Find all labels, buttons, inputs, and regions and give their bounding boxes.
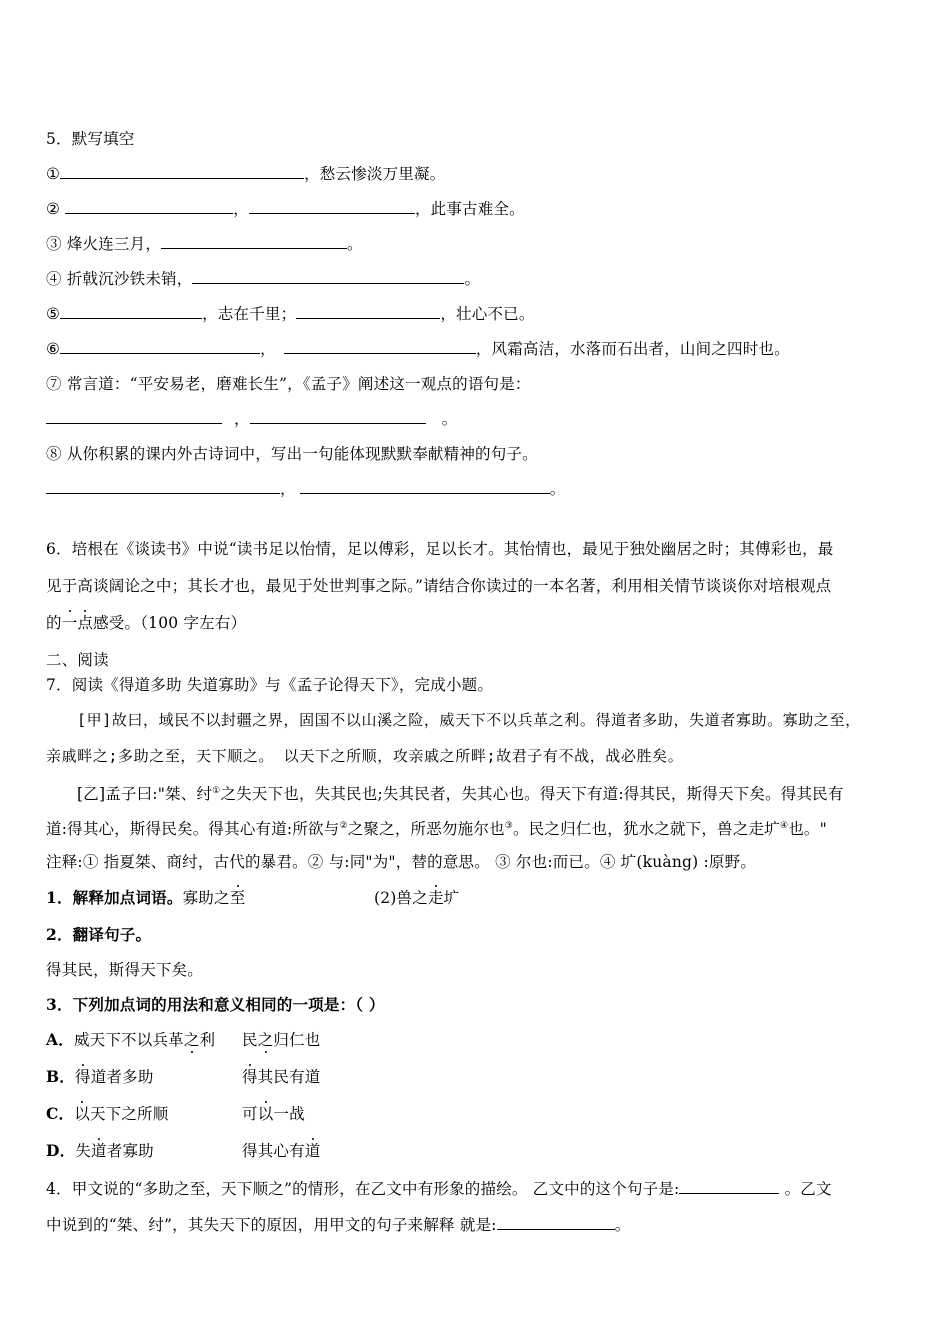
- q5-item-6-sep: ，: [260, 340, 276, 358]
- answer-blank[interactable]: [46, 409, 222, 424]
- passage-text: 道:得其心，斯得民矣。得其心有道:所欲与: [46, 820, 340, 839]
- emphasis-dot-char: 得: [242, 1068, 258, 1086]
- q5-item-1-mark: ①: [46, 165, 61, 183]
- option-text: 失: [75, 1142, 92, 1160]
- emphasis-dot-char: 点: [77, 614, 94, 632]
- sub-q2-label: 2．翻译句子。: [46, 925, 152, 944]
- q5-item-8-end: 。: [549, 480, 566, 498]
- emphasis-dot-char: 之: [183, 1031, 200, 1049]
- emphasis-dot-char: 以: [257, 1105, 274, 1123]
- sub-q1-term-2: [374, 888, 459, 908]
- q6-line-2: 见于高谈阔论之中；其长才也，最见于处世判事之际。”请结合你读过的一本名著，利用相关情节谈谈你对培根观点: [46, 577, 832, 595]
- q5-item-4-end: 。: [464, 270, 481, 288]
- q5-item-4-text: ④ 折戟沉沙铁未销，: [46, 270, 193, 288]
- q5-item-3-end: 。: [347, 235, 363, 253]
- emphasis-dot-char: 之: [257, 1031, 274, 1049]
- option-text: 得其心有: [242, 1142, 305, 1160]
- answer-blank[interactable]: [250, 409, 426, 424]
- answer-blank[interactable]: [296, 304, 440, 319]
- q5-item-6-tail: ，风霜高洁，水落而石出者，山间之四时也。: [475, 340, 790, 358]
- footnote-mark: ①: [212, 786, 221, 796]
- option-text: 者寡助: [106, 1142, 154, 1160]
- footnote-mark: ④: [779, 821, 789, 831]
- answer-blank[interactable]: [300, 479, 550, 494]
- term-text: 圹: [443, 889, 460, 907]
- answer-blank[interactable]: [161, 234, 347, 249]
- option-letter: A．: [46, 1030, 74, 1049]
- passage-jia-line-1: [甲]故曰，域民不以封疆之界，固国不以山溪之险，威天下不以兵革之利。得道者多助，失道者寡助。寡助之至，: [77, 711, 861, 729]
- q5-item-8-answer: [46, 479, 565, 499]
- sub-q4-line-1: [46, 1179, 832, 1199]
- q5-item-3-text: ③ 烽火连三月，: [46, 235, 162, 253]
- option-d-right: [242, 1141, 321, 1161]
- option-text: 利: [199, 1031, 216, 1049]
- passage-yi-line-2: [46, 816, 827, 839]
- sub-q4-text: 4．甲文说的“多助之至，天下顺之”的情形，在乙文中有形象的描绘。 乙文中的这个句子是:: [46, 1180, 680, 1198]
- emphasis-dot-char: 走: [427, 889, 444, 907]
- option-a-right: [242, 1030, 321, 1050]
- option-text: 道者多助: [90, 1068, 154, 1086]
- option-c-right: [242, 1104, 305, 1124]
- q6-line-1: 6．培根在《谈读书》中说“读书足以怡情，足以傅彩，足以长才。其怡情也，最见于独处幽居之时；其傅彩也，最: [46, 540, 834, 558]
- option-text: 归仁也: [273, 1031, 321, 1049]
- q5-item-2-sep: ，: [233, 200, 249, 218]
- passage-text: [乙]孟子曰:"桀、纣: [77, 785, 213, 804]
- q5-item-8: ⑧ 从你积累的课内外古诗词中，写出一句能体现默默奉献精神的句子。: [46, 445, 538, 463]
- option-text: 可: [242, 1105, 258, 1123]
- option-letter: B．: [46, 1067, 76, 1086]
- sub-q4-text: 中说到的“桀、纣”，其失天下的原因，用甲文的句子来解释 就是:: [46, 1216, 497, 1234]
- answer-blank[interactable]: [249, 199, 415, 214]
- section-title: 二、阅读: [46, 651, 109, 669]
- q5-item-2: [46, 199, 525, 219]
- sub-q1: [46, 888, 245, 908]
- option-text: 民: [242, 1031, 258, 1049]
- option-text: 威天下不以兵革: [73, 1031, 184, 1049]
- q5-item-2-tail: ，此事古难全。: [414, 200, 525, 218]
- q5-item-7: ⑦ 常言道：“平安易老，磨难长生”，《孟子》阐述这一观点的语句是：: [46, 375, 531, 393]
- q5-title: 5．默写填空: [46, 130, 135, 148]
- emphasis-dot-char: 道: [91, 1142, 107, 1160]
- q6-text: 的: [46, 614, 62, 632]
- emphasis-dot-char: 一: [61, 614, 78, 632]
- q5-item-8-sep: ，: [280, 480, 296, 498]
- q5-item-6-mark: ⑥: [46, 340, 61, 358]
- answer-blank[interactable]: [65, 199, 233, 214]
- q5-item-3: [46, 234, 363, 254]
- option-letter: D．: [46, 1141, 76, 1160]
- sub-q4-text: 。乙文: [779, 1180, 832, 1198]
- option-text: 天下之所顺: [89, 1105, 169, 1123]
- answer-blank[interactable]: [60, 164, 304, 179]
- answer-blank[interactable]: [679, 1179, 779, 1194]
- q7-title: 7．阅读《得道多助 失道寡助》与《孟子论得天下》，完成小题。: [46, 676, 494, 694]
- passage-yi-line-1: [77, 781, 844, 804]
- option-text: 其民有道: [257, 1068, 321, 1086]
- emphasis-dot-char: 至: [229, 889, 246, 907]
- q5-item-2-mark: ②: [46, 200, 61, 218]
- q5-item-7-end: 。: [441, 410, 458, 428]
- q5-item-7-answer: [46, 409, 457, 429]
- passage-text: 也。": [788, 820, 827, 839]
- passage-jia-line-2: 亲戚畔之;多助之至，天下顺之。 以天下之所顺，攻亲戚之所畔;故君子有不战，战必胜矣。: [46, 747, 684, 765]
- q5-item-1: [46, 164, 445, 184]
- q5-item-4: [46, 269, 480, 289]
- q5-item-5-mark: ⑤: [46, 305, 61, 323]
- sub-q4-text: 。: [614, 1216, 631, 1234]
- option-letter: C．: [46, 1104, 75, 1123]
- q5-item-5-mid: ，志在千里；: [202, 305, 297, 323]
- passage-notes: 注释:① 指夏桀、商纣，古代的暴君。② 与:同"为"，替的意思。 ③ 尔也:而已。④ 圹(kuàng) :原野。: [46, 853, 757, 871]
- answer-blank[interactable]: [192, 269, 464, 284]
- option-d[interactable]: [46, 1141, 154, 1161]
- sub-q2-sentence: 得其民，斯得天下矣。: [46, 961, 204, 979]
- option-text: 一战: [273, 1105, 305, 1123]
- answer-blank[interactable]: [46, 479, 280, 494]
- emphasis-dot-char: 得: [75, 1068, 91, 1086]
- footnote-mark: ②: [339, 821, 348, 831]
- q6-line-3: [46, 613, 246, 633]
- q5-item-1-tail: ，愁云惨淡万里凝。: [304, 165, 446, 183]
- option-b-right: [242, 1067, 321, 1087]
- q6-text: 感受。（100 字左右）: [93, 614, 247, 632]
- sub-q1-label: 1．解释加点词语。: [46, 888, 183, 907]
- emphasis-dot-char: 道: [304, 1142, 321, 1160]
- sub-q3-label: [46, 995, 385, 1015]
- q5-item-5-tail: ，壮心不已。: [440, 305, 535, 323]
- answer-blank[interactable]: [60, 304, 202, 319]
- term-text: (2)兽之: [374, 889, 428, 907]
- option-b[interactable]: [46, 1067, 154, 1087]
- answer-blank[interactable]: [60, 339, 260, 354]
- q5-item-7-sep: ，: [234, 410, 250, 428]
- q5-item-6: [46, 339, 790, 359]
- answer-blank[interactable]: [284, 339, 476, 354]
- sub-q3-text: 3．下列加点词的用法和意义相同的一项是：（ ）: [46, 995, 385, 1014]
- passage-text: 之失天下也，失其民也;失其民者，失其心也。得天下有道:得其民，斯得天下矣。得其民有: [220, 785, 844, 804]
- footnote-mark: ③: [504, 821, 514, 831]
- passage-text: 之聚之，所恶勿施尔也: [347, 820, 505, 839]
- option-c[interactable]: [46, 1104, 168, 1124]
- sub-q4-line-2: [46, 1215, 630, 1235]
- option-a[interactable]: [46, 1030, 215, 1050]
- term-text: 寡助之: [182, 889, 230, 907]
- q5-item-5: [46, 304, 535, 324]
- emphasis-dot-char: 以: [74, 1105, 90, 1123]
- passage-text: 。民之归仁也，犹水之就下，兽之走圹: [513, 820, 780, 839]
- answer-blank[interactable]: [497, 1215, 615, 1230]
